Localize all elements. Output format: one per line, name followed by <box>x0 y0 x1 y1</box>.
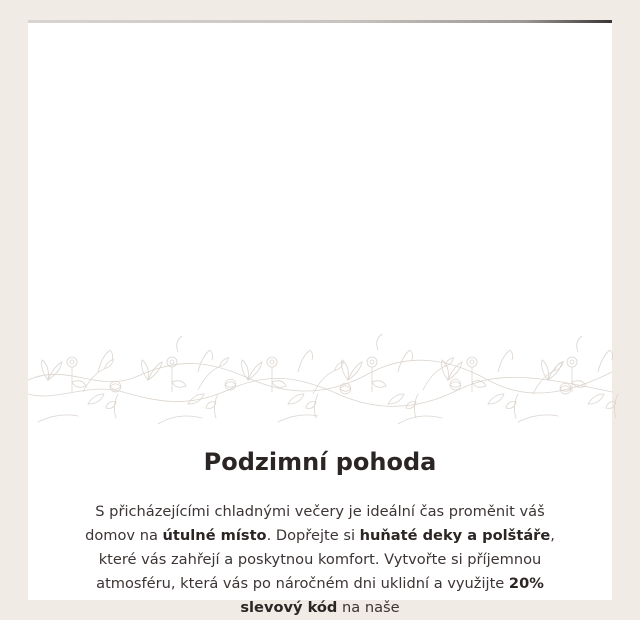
headline: Podzimní pohoda <box>203 448 437 476</box>
body-text-part: na naše <box>337 599 400 616</box>
emphasis-discount-code: 20% slevový kód <box>240 575 544 616</box>
emphasis-blankets-pillows: huňaté deky a polštáře <box>359 527 551 544</box>
hero-banner-image <box>28 23 612 335</box>
body-paragraph <box>70 500 570 620</box>
body-text-part: , které vás zahřejí a poskytnou komfort. Vytvořte si příjemnou atmosféru, která vás po náročném dni uklidní a využijte <box>96 527 555 592</box>
email-card <box>28 20 612 616</box>
floral-line-art <box>28 332 612 432</box>
floral-divider-image <box>28 332 612 432</box>
emphasis-cozy-place: útulné místo <box>162 527 267 544</box>
body-text-part: . Dopřejte si <box>266 527 360 544</box>
body-text-part: S přicházejícími chladnými večery je ideální čas proměnit váš domov na <box>85 503 545 544</box>
